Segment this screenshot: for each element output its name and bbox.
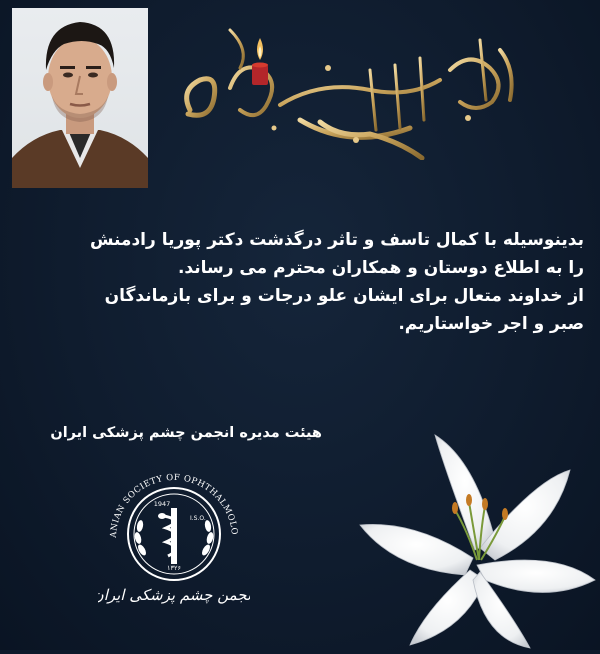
board-signature: هیئت مدیره انجمن چشم پزشکی ایران (50, 425, 322, 441)
iranian-society-of-ophthalmology-logo (98, 458, 250, 633)
message-line: از خداوند متعال برای ایشان علو درجات و برای بازماندگان (104, 286, 584, 306)
logo-year-persian: ۱۳۲۶ (167, 564, 181, 572)
message-line: صبر و اجر خواستاریم. (398, 314, 584, 334)
portrait-photo (12, 8, 148, 188)
logo-year: 1947 (153, 500, 171, 508)
logo-persian-name: انجمن چشم پزشکی ایران (98, 586, 250, 604)
condolence-message (22, 226, 584, 338)
logo-initials: I.S.O. (190, 515, 206, 522)
candle-icon (252, 38, 268, 85)
message-line: بدینوسیله با کمال تاسف و تاثر درگذشت دکتر پوریا رادمنش (89, 230, 584, 250)
staff-of-asclepius-icon (158, 508, 177, 564)
logo-arc-text: ANIAN SOCIETY OF OPHTHALMOLO (108, 472, 240, 539)
quran-verse-calligraphy (170, 10, 530, 160)
message-line: را به اطلاع دوستان و همکاران محترم می رساند. (177, 258, 584, 278)
white-lily-icon (355, 430, 600, 650)
